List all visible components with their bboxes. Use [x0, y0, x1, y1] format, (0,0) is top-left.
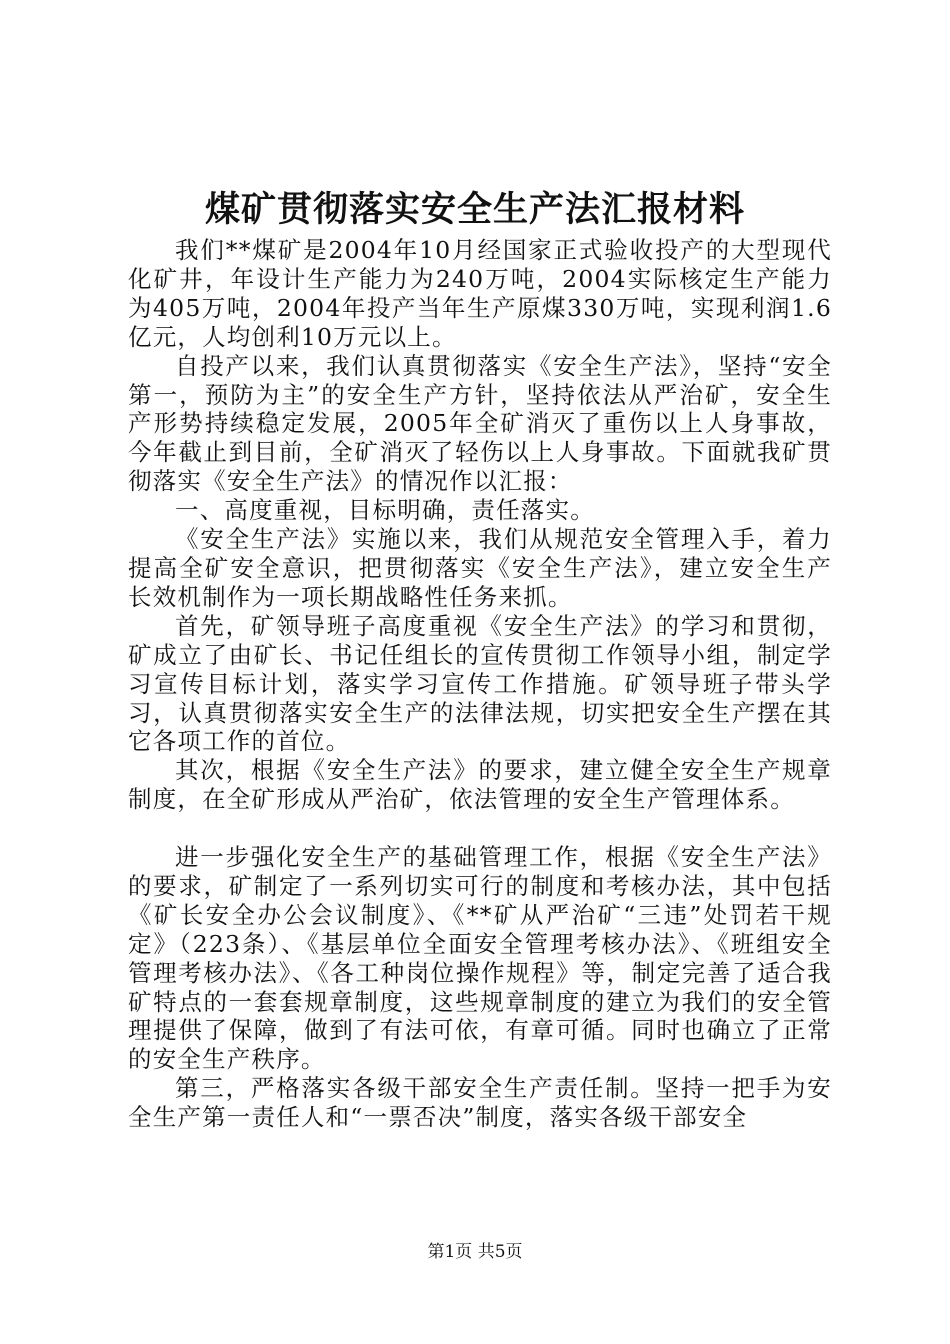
paragraph-third: 第三，严格落实各级干部安全生产责任制。坚持一把手为安全生产第一责任人和“一票否决”制度，落实各级干部安全	[128, 1074, 832, 1132]
page-number-footer: 第1页 共5页	[427, 1242, 523, 1262]
document-title: 煤矿贯彻落实安全生产法汇报材料	[204, 189, 745, 230]
document-body	[128, 236, 832, 1132]
paragraph-regulations: 进一步强化安全生产的基础管理工作，根据《安全生产法》的要求，矿制定了一系列切实可行的制度和考核办法，其中包括《矿长安全办公会议制度》、《**矿从严治矿“三违”处罚若干规定》（223条）、《基层单位全面安全管理考核办法》、《班组安全管理考核办法》、《各工种岗位操作规程》等，制定完善了适合我矿特点的一套套规章制度，这些规章制度的建立为我们的安全管理提供了保障，做到了有法可依，有章可循。同时也确立了正常的安全生产秩序。	[128, 843, 832, 1074]
paragraph-first: 首先，矿领导班子高度重视《安全生产法》的学习和贯彻，矿成立了由矿长、书记任组长的宣传贯彻工作领导小组，制定学习宣传目标计划，落实学习宣传工作措施。矿领导班子带头学习，认真贯彻落实安全生产的法律法规，切实把安全生产摆在其它各项工作的首位。	[128, 611, 832, 756]
section-heading-1: 一、高度重视，目标明确，责任落实。	[175, 496, 595, 525]
paragraph-overview: 自投产以来，我们认真贯彻落实《安全生产法》，坚持“安全第一，预防为主”的安全生产方针，坚持依法从严治矿，安全生产形势持续稳定发展，2005年全矿消灭了重伤以上人身事故，今年截止到目前，全矿消灭了轻伤以上人身事故。下面就我矿贯彻落实《安全生产法》的情况作以汇报：	[128, 351, 832, 496]
paragraph-intro: 我们**煤矿是2004年10月经国家正式验收投产的大型现代化矿井，年设计生产能力为240万吨，2004实际核定生产能力为405万吨，2004年投产当年生产原煤330万吨，实现利润1.6亿元，人均创利10万元以上。	[128, 236, 832, 351]
paragraph-implementation: 《安全生产法》实施以来，我们从规范安全管理入手，着力提高全矿安全意识，把贯彻落实《安全生产法》，建立安全生产长效机制作为一项长期战略性任务来抓。	[128, 525, 832, 611]
paragraph-second: 其次，根据《安全生产法》的要求，建立健全安全生产规章制度，在全矿形成从严治矿，依法管理的安全生产管理体系。	[128, 756, 832, 814]
